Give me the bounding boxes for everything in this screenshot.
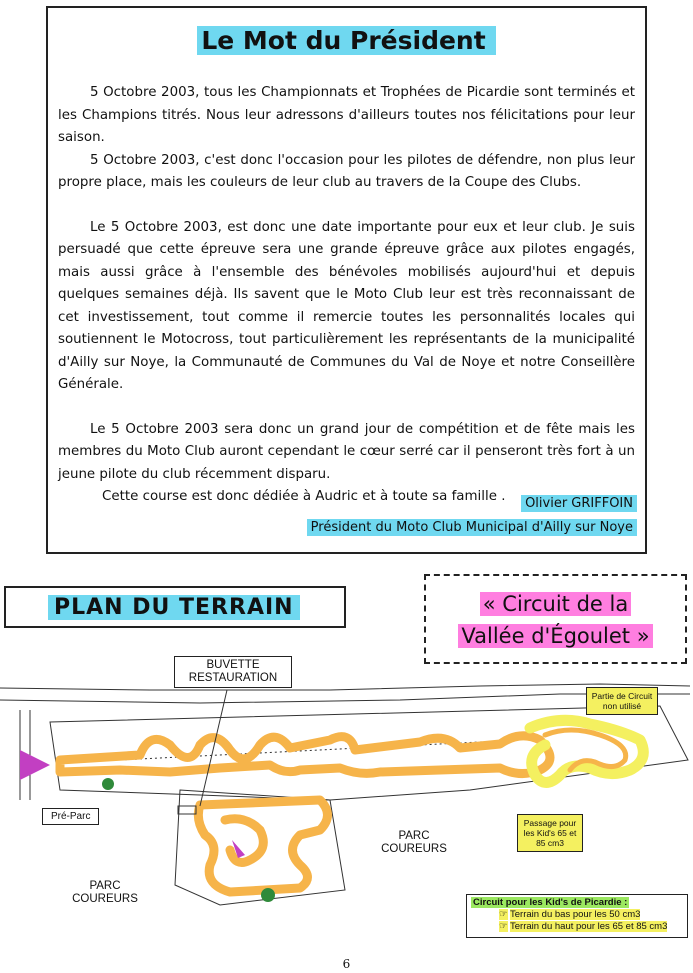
kids-item-1: Terrain du bas pour les 50 cm3 [510, 909, 641, 920]
kids-legend [466, 894, 688, 938]
preparc-label: Pré-Parc [42, 808, 99, 825]
circuit-name-box [424, 574, 687, 664]
unused-circuit-label: Partie de Circuit non utilisé [586, 687, 658, 715]
kids-legend-title: Circuit pour les Kid's de Picardie : [473, 897, 628, 908]
passage-kids-label: Passage pour les Kid's 65 et 85 cm3 [517, 814, 583, 852]
plan-title-box [4, 586, 346, 628]
signature [307, 492, 637, 540]
page-number: 6 [342, 957, 351, 971]
kids-item-2: Terrain du haut pour les 65 et 85 cm3 [510, 921, 668, 932]
paragraph-4: Le 5 Octobre 2003 sera donc un grand jour de compétition et de fête mais les membres du Moto Club auront cependant le cœur serré car il penseront très fort à un jeune pilote du club récemment disparu. [58, 421, 635, 482]
parc-coureurs-label-right: PARC COUREURS [381, 830, 447, 855]
buvette-label: BUVETTE RESTAURATION [174, 656, 292, 688]
paragraph-3: Le 5 Octobre 2003, est donc une date importante pour eux et leur club. Je suis persuadé que cette épreuve sera une grande épreuve grâce aux pilotes engagés, mais aussi grâce à l'ensemble des bénévoles mobilisés aujourd'hui et depuis quelques semaines déjà. Ils savent que le Moto Club leur est très reconnaissant de cet investissement, tout comme il remercie toutes les personnalités locales qui soutiennent le Motocross, tout particulièrement les représentants de la municipalité d'Ailly sur Noye, la Communauté de Communes du Val de Noye et notre Conseillère Générale. [58, 219, 635, 392]
president-message-box [46, 6, 647, 554]
signature-name: Olivier GRIFFOIN [521, 495, 637, 512]
circuit-name-line1: « Circuit de la [480, 592, 631, 616]
circuit-name-line2: Vallée d'Égoulet » [458, 624, 652, 648]
plan-title: PLAN DU TERRAIN [48, 595, 300, 620]
paragraph-1: 5 Octobre 2003, tous les Championnats et Trophées de Picardie sont terminés et les Champions titrés. Nous leur adressons d'ailleurs toutes nos félicitations pour leur saison. [58, 85, 635, 145]
paragraph-2: 5 Octobre 2003, c'est donc l'occasion pour les pilotes de défendre, non plus leur propre place, mais les couleurs de leur club au travers de la Coupe des Clubs. [58, 152, 635, 190]
hand-pointer-icon: ☞ [499, 921, 508, 932]
parc-coureurs-label-left: PARC COUREURS [72, 880, 138, 905]
president-title: Le Mot du Président [48, 26, 645, 55]
president-body [58, 82, 635, 509]
signature-role: Président du Moto Club Municipal d'Ailly sur Noye [307, 519, 637, 536]
hand-pointer-icon: ☞ [499, 909, 508, 920]
paragraph-5: Cette course est donc dédiée à Audric et à toute sa famille . [102, 489, 506, 504]
